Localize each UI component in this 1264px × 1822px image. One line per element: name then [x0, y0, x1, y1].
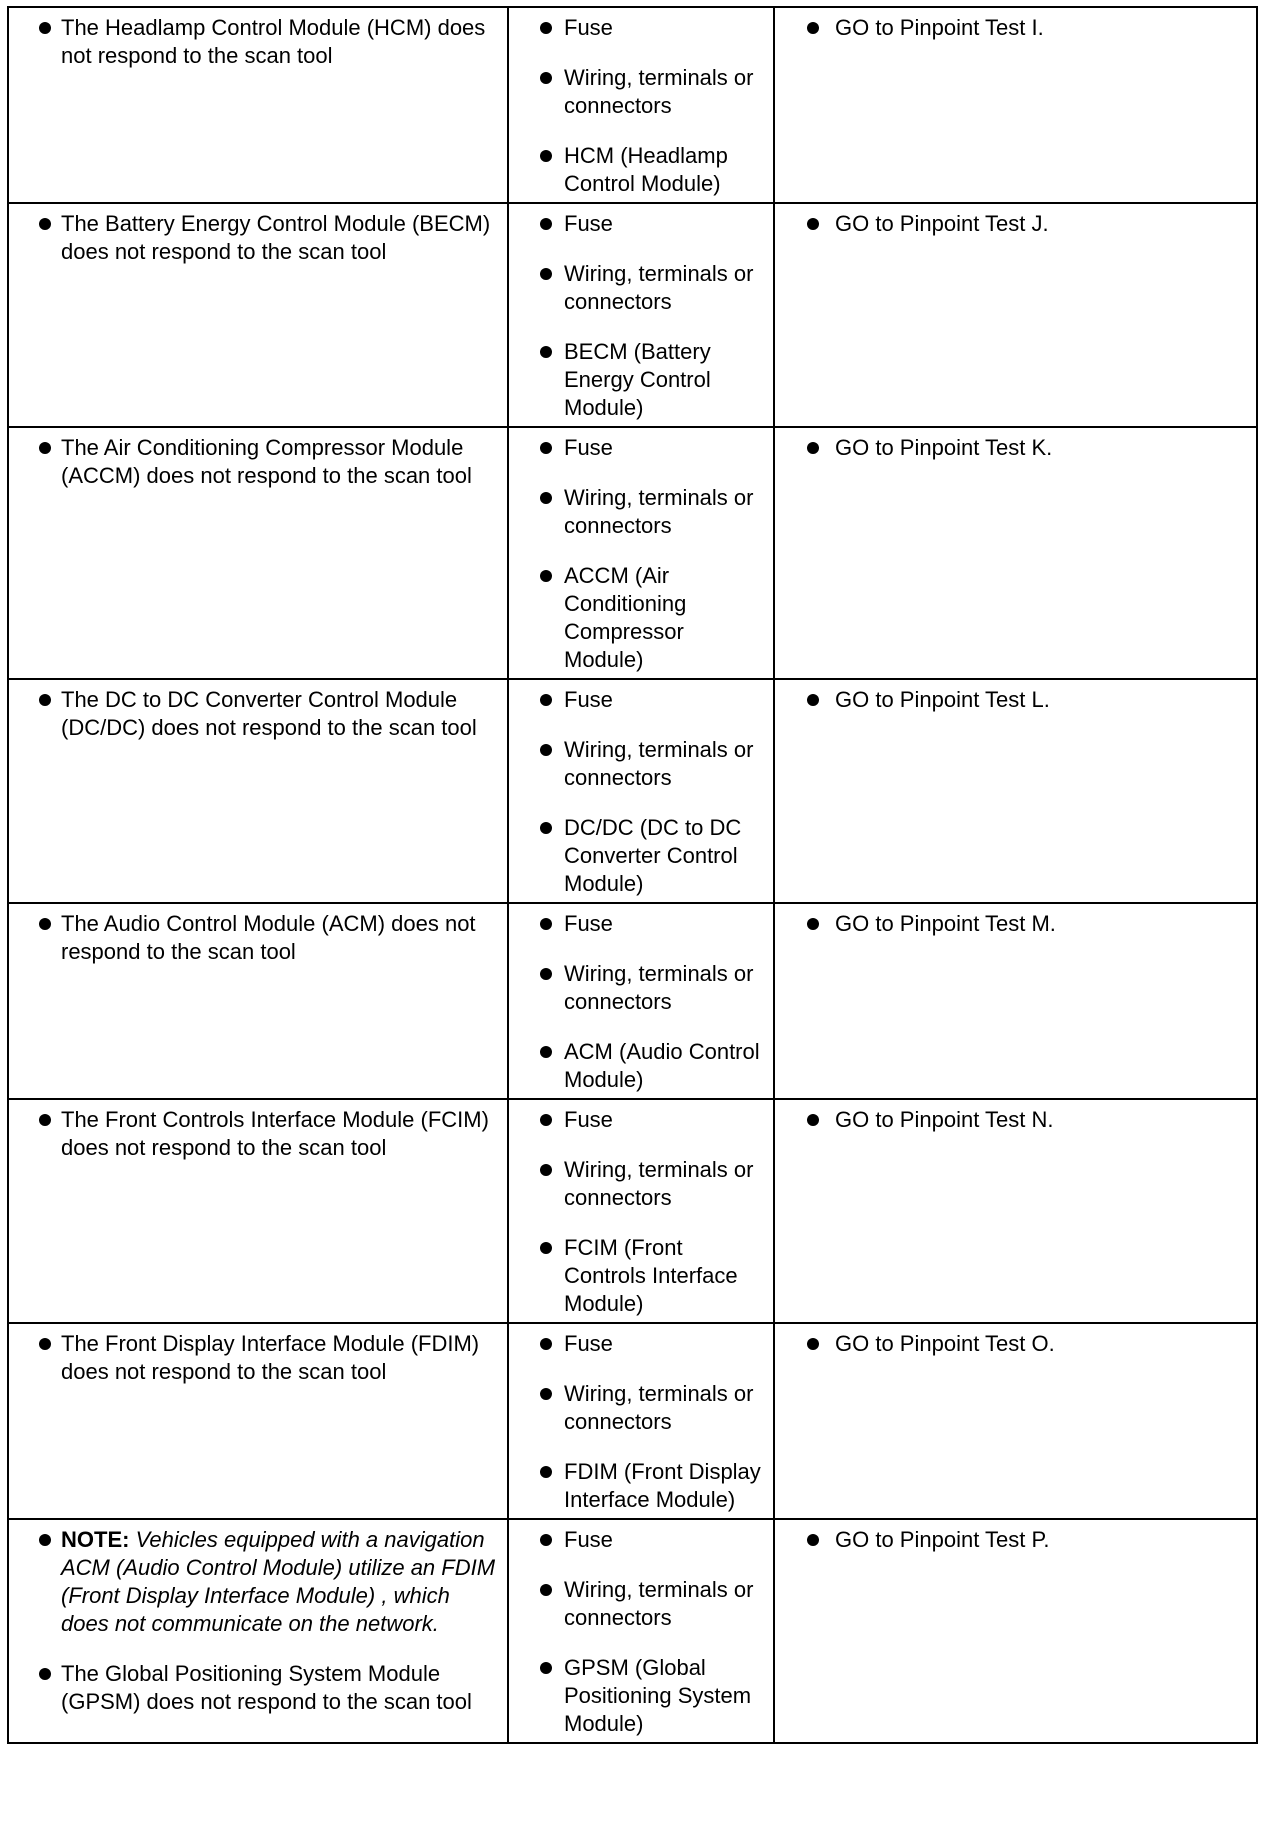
action-cell [774, 7, 1257, 203]
possible-cause: Fuse [517, 1330, 765, 1358]
condition-cell [8, 1323, 508, 1519]
possible-causes-cell [508, 1519, 774, 1743]
possible-causes-cell [508, 1099, 774, 1323]
action-list [783, 910, 1248, 938]
action-cell [774, 679, 1257, 903]
table-row [8, 427, 1257, 679]
possible-cause: FDIM (Front Display Interface Module) [517, 1458, 765, 1514]
condition-list [17, 210, 499, 266]
action-cell [774, 1519, 1257, 1743]
pinpoint-test-link: GO to Pinpoint Test I. [783, 14, 1248, 42]
possible-cause: GPSM (Global Positioning System Module) [517, 1654, 765, 1738]
possible-causes-list [517, 1526, 765, 1738]
action-list [783, 1526, 1248, 1554]
possible-cause: HCM (Headlamp Control Module) [517, 142, 765, 198]
note-item [17, 1526, 499, 1638]
possible-cause: Wiring, terminals or connectors [517, 484, 765, 540]
diagnostic-table [7, 6, 1258, 1744]
condition-cell [8, 1099, 508, 1323]
note-text: Vehicles equipped with a navigation ACM (Audio Control Module) utilize an FDIM (Front Display Interface Module) , which does not communicate on the network. [61, 1527, 496, 1636]
condition-text: The DC to DC Converter Control Module (DC/DC) does not respond to the scan tool [17, 686, 499, 742]
condition-text: The Battery Energy Control Module (BECM) does not respond to the scan tool [17, 210, 499, 266]
possible-causes-list [517, 210, 765, 422]
possible-causes-cell [508, 1323, 774, 1519]
possible-cause: Fuse [517, 434, 765, 462]
possible-cause: Wiring, terminals or connectors [517, 1156, 765, 1212]
condition-text: The Global Positioning System Module (GPSM) does not respond to the scan tool [17, 1660, 499, 1716]
table-body [8, 7, 1257, 1743]
possible-cause: ACM (Audio Control Module) [517, 1038, 765, 1094]
pinpoint-test-link: GO to Pinpoint Test K. [783, 434, 1248, 462]
table-row [8, 1323, 1257, 1519]
possible-causes-list [517, 14, 765, 198]
pinpoint-test-link: GO to Pinpoint Test J. [783, 210, 1248, 238]
condition-list [17, 686, 499, 742]
table-row [8, 903, 1257, 1099]
condition-list [17, 1330, 499, 1386]
possible-cause: Wiring, terminals or connectors [517, 64, 765, 120]
possible-cause: FCIM (Front Controls Interface Module) [517, 1234, 765, 1318]
possible-causes-list [517, 1330, 765, 1514]
possible-cause: Fuse [517, 910, 765, 938]
possible-cause: Wiring, terminals or connectors [517, 960, 765, 1016]
possible-causes-cell [508, 203, 774, 427]
condition-cell [8, 203, 508, 427]
possible-causes-cell [508, 7, 774, 203]
possible-cause: ACCM (Air Conditioning Compressor Module) [517, 562, 765, 674]
condition-cell [8, 7, 508, 203]
action-list [783, 1330, 1248, 1358]
possible-cause: Wiring, terminals or connectors [517, 1576, 765, 1632]
action-cell [774, 203, 1257, 427]
pinpoint-test-link: GO to Pinpoint Test O. [783, 1330, 1248, 1358]
possible-cause: Fuse [517, 1526, 765, 1554]
note-label: NOTE: [61, 1527, 130, 1552]
possible-cause: Wiring, terminals or connectors [517, 260, 765, 316]
table-row [8, 203, 1257, 427]
condition-text: The Audio Control Module (ACM) does not respond to the scan tool [17, 910, 499, 966]
condition-cell [8, 1519, 508, 1743]
possible-causes-cell [508, 679, 774, 903]
action-list [783, 14, 1248, 42]
table-row [8, 1519, 1257, 1743]
possible-cause: Fuse [517, 1106, 765, 1134]
possible-causes-cell [508, 903, 774, 1099]
condition-list [17, 434, 499, 490]
condition-list [17, 14, 499, 70]
possible-cause: BECM (Battery Energy Control Module) [517, 338, 765, 422]
condition-text: The Front Controls Interface Module (FCIM) does not respond to the scan tool [17, 1106, 499, 1162]
condition-cell [8, 679, 508, 903]
pinpoint-test-link: GO to Pinpoint Test M. [783, 910, 1248, 938]
condition-cell [8, 427, 508, 679]
condition-list [17, 1106, 499, 1162]
action-cell [774, 427, 1257, 679]
condition-cell [8, 903, 508, 1099]
possible-cause: Fuse [517, 14, 765, 42]
table-row [8, 7, 1257, 203]
table-row [8, 1099, 1257, 1323]
possible-cause: Wiring, terminals or connectors [517, 1380, 765, 1436]
possible-causes-list [517, 434, 765, 674]
possible-causes-list [517, 686, 765, 898]
pinpoint-test-link: GO to Pinpoint Test P. [783, 1526, 1248, 1554]
possible-causes-list [517, 910, 765, 1094]
pinpoint-test-link: GO to Pinpoint Test L. [783, 686, 1248, 714]
action-cell [774, 1099, 1257, 1323]
action-list [783, 210, 1248, 238]
action-cell [774, 1323, 1257, 1519]
action-cell [774, 903, 1257, 1099]
possible-cause: Wiring, terminals or connectors [517, 736, 765, 792]
possible-causes-cell [508, 427, 774, 679]
condition-text: The Air Conditioning Compressor Module (ACCM) does not respond to the scan tool [17, 434, 499, 490]
action-list [783, 434, 1248, 462]
condition-text: The Headlamp Control Module (HCM) does not respond to the scan tool [17, 14, 499, 70]
condition-list [17, 910, 499, 966]
condition-list [17, 1526, 499, 1716]
possible-cause: Fuse [517, 686, 765, 714]
possible-causes-list [517, 1106, 765, 1318]
table-row [8, 679, 1257, 903]
pinpoint-test-link: GO to Pinpoint Test N. [783, 1106, 1248, 1134]
action-list [783, 1106, 1248, 1134]
possible-cause: DC/DC (DC to DC Converter Control Module) [517, 814, 765, 898]
action-list [783, 686, 1248, 714]
condition-text: The Front Display Interface Module (FDIM) does not respond to the scan tool [17, 1330, 499, 1386]
possible-cause: Fuse [517, 210, 765, 238]
